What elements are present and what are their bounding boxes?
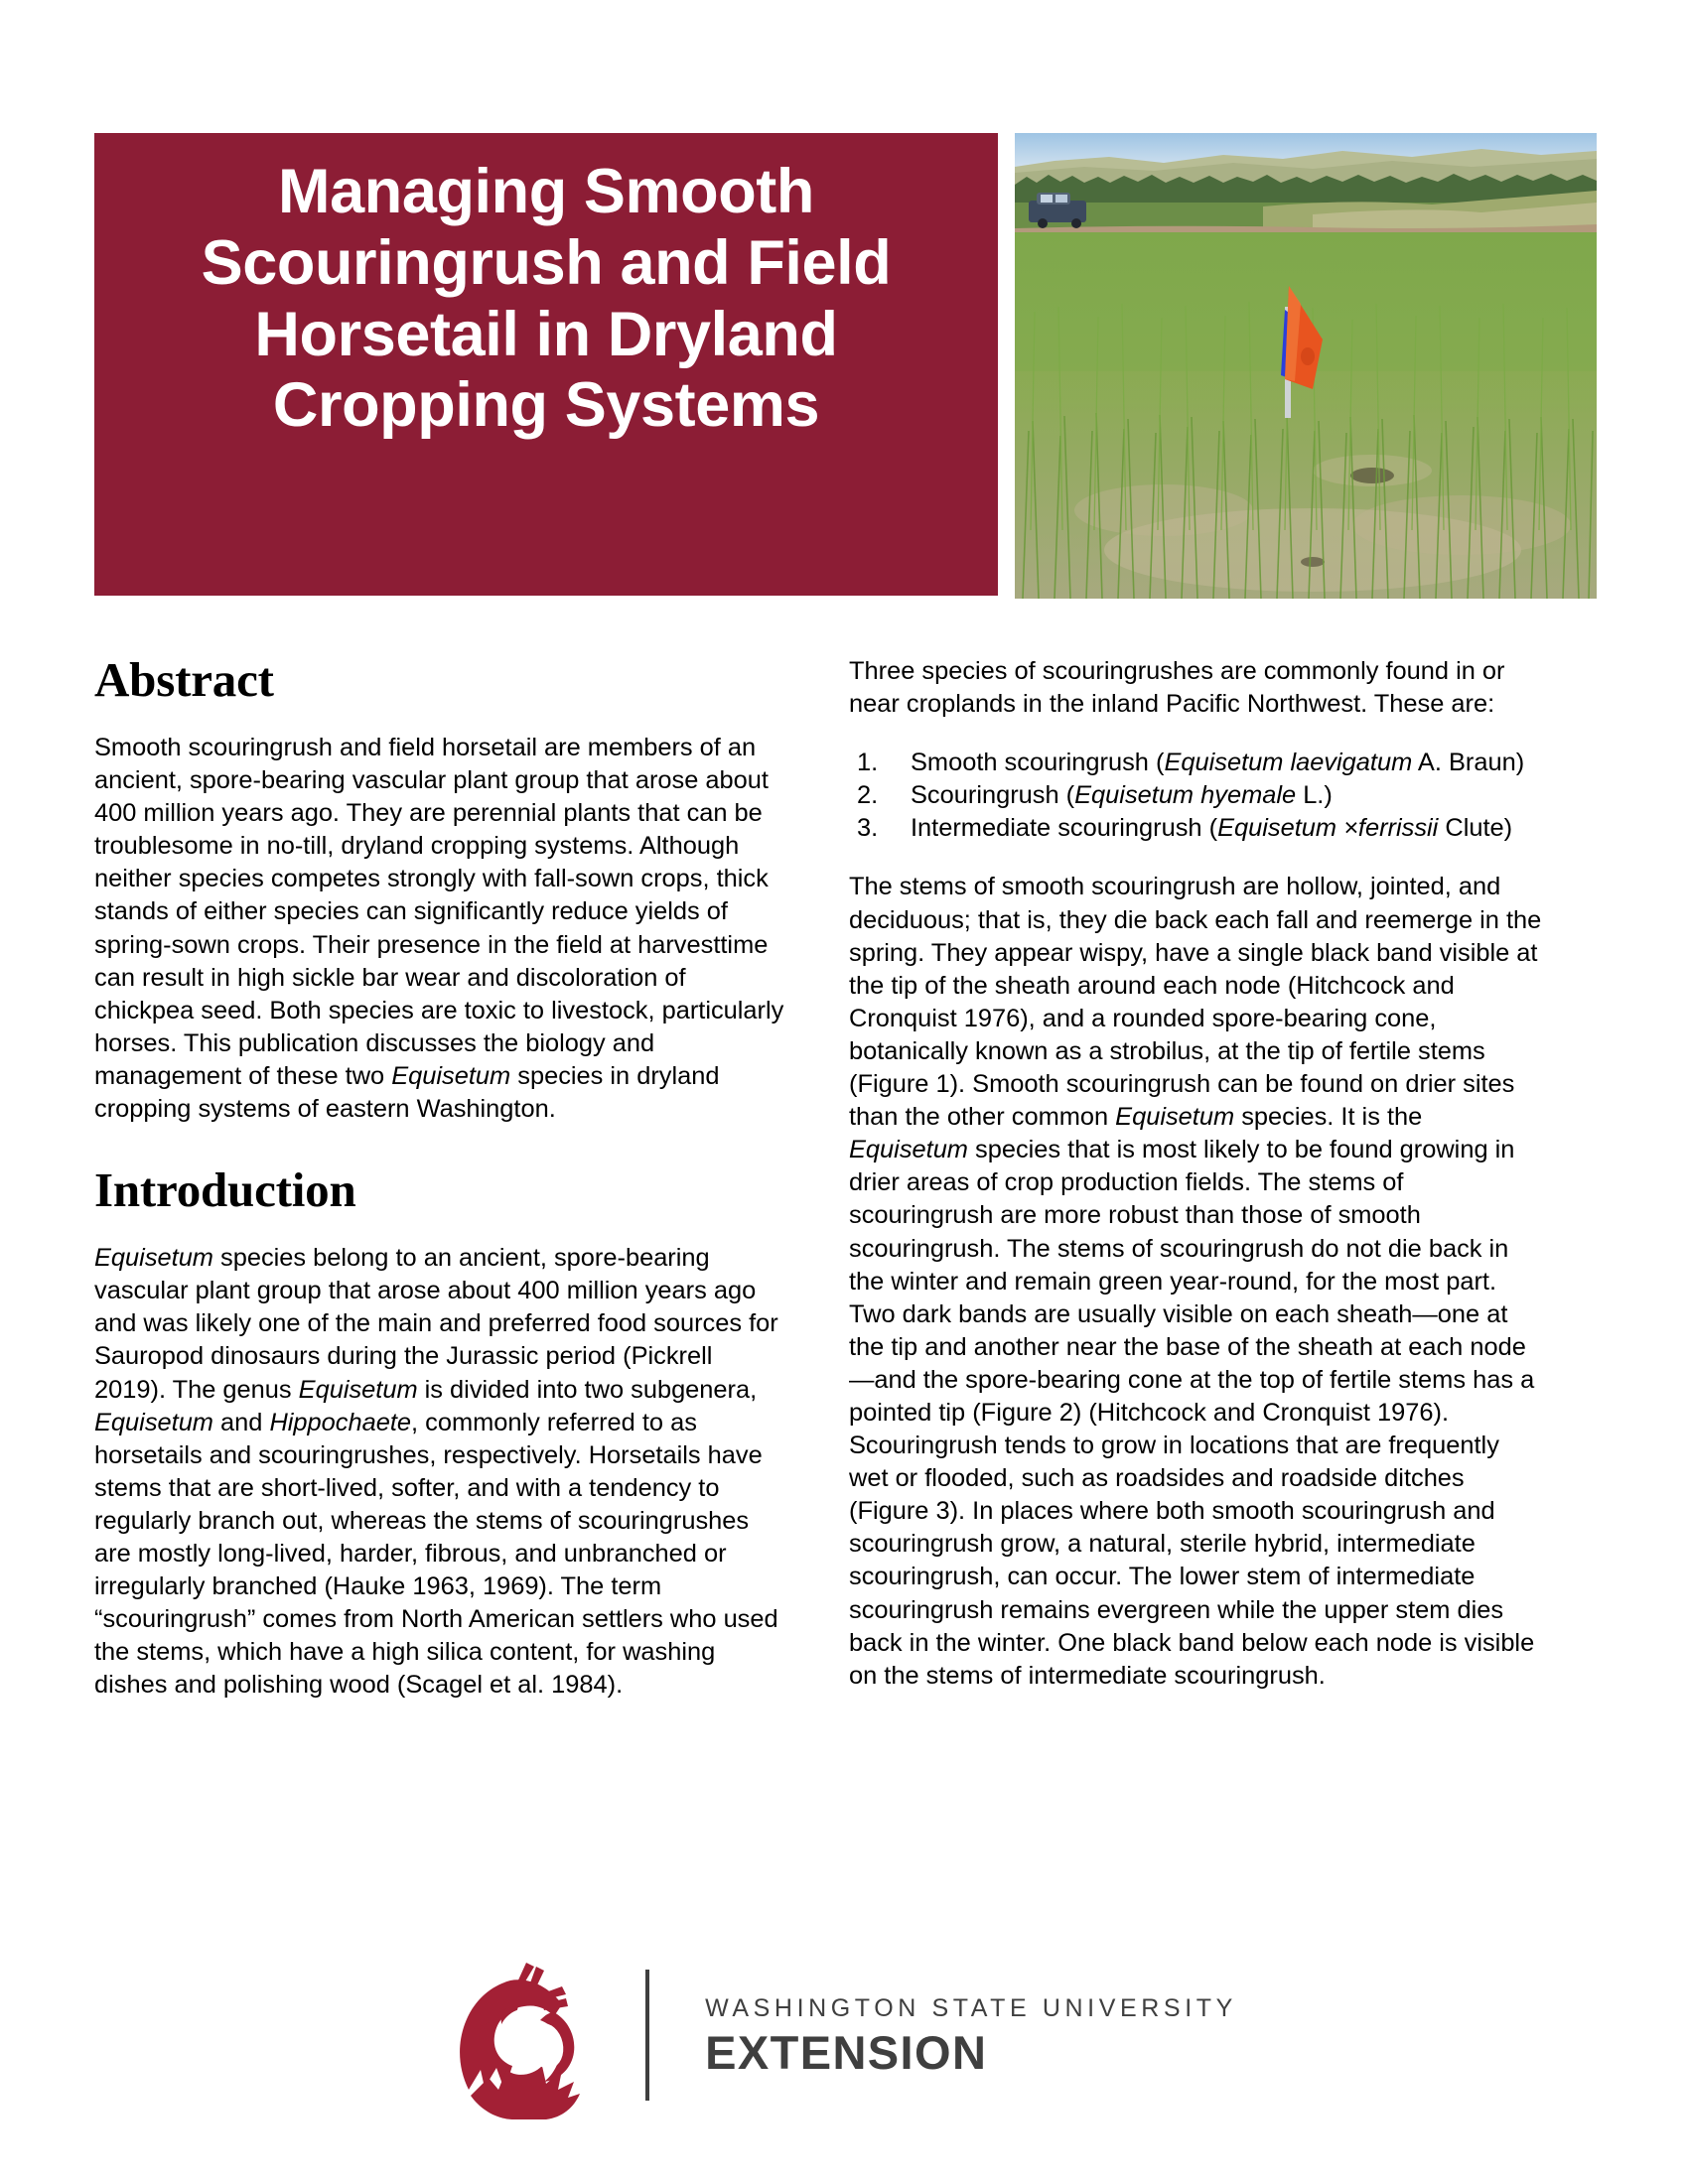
content-columns <box>94 652 1597 1827</box>
genus-equisetum: Equisetum <box>94 1244 213 1273</box>
left-column <box>94 652 789 1702</box>
three-species-intro-paragraph: Three species of scouringrushes are commonly found in or near croplands in the inland Pacific Northwest. These are: <box>849 657 1505 719</box>
introduction-paragraph: Equisetum species belong to an ancient, spore-bearing vascular plant group that arose about 400 million years ago and was likely one of the main and preferred food sources for Sauropod dinosaurs during the Jurassic period (Pickrell 2019). The genus Equisetum is divided into two subgenera, Equisetum and Hippochaete, commonly referred to as horsetails and scouringrushes, respectively. Horsetails have stems that are short-lived, softer, and with a tendency to regularly branch out, whereas the stems of scouringrushes are mostly long-lived, harder, fibrous, and unbranched or irregularly branched (Hauke 1963, 1969). The term “scouringrush” comes from North American settlers who used the stems, which have a high silica content, for washing dishes and polishing wood (Scagel et al. 1984). <box>94 1244 778 1700</box>
abstract-heading: Abstract <box>94 652 274 707</box>
list-item-common-name: Intermediate scouringrush <box>911 814 1202 843</box>
introduction-heading: Introduction <box>94 1162 356 1218</box>
right-column <box>849 655 1544 1693</box>
page-title <box>120 157 972 442</box>
wsu-extension-logo <box>451 1951 1237 2119</box>
list-item: 3. Intermediate scouringrush (Equisetum ×ferrissii Clute) <box>849 812 1544 845</box>
species-list <box>849 747 1544 845</box>
list-item-scientific-name: Equisetum ×ferrissii <box>1217 814 1439 843</box>
stems-description-paragraph: The stems of smooth scouringrush are hollow, jointed, and deciduous; that is, they die back each fall and reemerge in the spring. They appear wispy, have a single black band visible at the tip of the sheath around each node (Hitchcock and Cronquist 1976), and a rounded spore-bearing cone, botanically known as a strobilus, at the tip of fertile stems (Figure 1). Smooth scouringrush can be found on drier sites than the other common Equisetum species. It is the Equisetum species that is most likely to be found growing in drier areas of crop production fields. The stems of scouringrush are more robust than those of smooth scouringrush. The stems of scouringrush do not die back in the winter and remain green year-round, for the most part. Two dark bands are usually visible on each sheath—one at the tip and another near the base of the sheath at each node—and the spore-bearing cone at the top of fertile stems has a pointed tip (Figure 2) (Hitchcock and Cronquist 1976). Scouringrush tends to grow in locations that are frequently wet or flooded, such as roadsides and roadside ditches (Figure 3). In places where both smooth scouringrush and scouringrush grow, a natural, sterile hybrid, intermediate scouringrush, can occur. The lower stem of intermediate scouringrush remains evergreen while the upper stem dies back in the winter. One black band below each node is visible on the stems of intermediate scouringrush. <box>849 873 1542 1690</box>
list-item: 2. Scouringrush (Equisetum hyemale L.) <box>849 779 1544 812</box>
field-photo-illustration <box>1015 133 1597 599</box>
title-line-3: Horsetail in Dryland <box>254 299 838 369</box>
genus-equisetum: Equisetum <box>849 1136 968 1164</box>
list-item-common-name: Smooth scouringrush <box>911 749 1149 777</box>
publication-header <box>94 133 1597 600</box>
list-item-scientific-name: Equisetum laevigatum <box>1164 749 1413 777</box>
logo-divider <box>645 1970 649 2101</box>
title-line-2: Scouringrush and Field <box>201 227 892 298</box>
genus-equisetum: Equisetum <box>298 1375 418 1404</box>
list-item-authority: L. <box>1303 781 1325 810</box>
list-item-scientific-name: Equisetum hyemale <box>1074 781 1297 810</box>
organization-name: WASHINGTON STATE UNIVERSITY <box>705 1994 1237 2022</box>
footer-logo-block <box>0 1936 1688 2134</box>
list-item-authority: A. Braun <box>1417 749 1516 777</box>
list-item-authority: Clute <box>1445 814 1504 843</box>
list-item-number: 3. <box>857 814 879 843</box>
genus-equisetum: Equisetum <box>391 1061 511 1090</box>
list-item-common-name: Scouringrush <box>911 781 1059 810</box>
unit-name: EXTENSION <box>705 2026 988 2079</box>
logo-text-block <box>705 1994 1237 2079</box>
subgenus-hippochaete: Hippochaete <box>269 1408 412 1436</box>
list-item-number: 1. <box>857 749 879 777</box>
abstract-paragraph: Smooth scouringrush and field horsetail are members of an ancient, spore-bearing vascular plant group that arose about 400 million years ago. They are perennial plants that can be troublesome in no-till, dryland cropping systems. Although neither species competes strongly with fall-sown crops, thick stands of either species can significantly reduce yields of spring-sown crops. Their presence in the field at harvesttime can result in high sickle bar wear and discoloration of chickpea seed. Both species are toxic to livestock, particularly horses. This publication discusses the biology and management of these two Equisetum species in dryland cropping systems of eastern Washington. <box>94 734 784 1124</box>
list-item-number: 2. <box>857 781 879 810</box>
genus-equisetum: Equisetum <box>1115 1103 1235 1132</box>
list-item: 1. Smooth scouringrush (Equisetum laevigatum A. Braun) <box>849 747 1544 779</box>
title-line-1: Managing Smooth <box>278 157 814 226</box>
title-banner <box>94 133 998 596</box>
title-line-4: Cropping Systems <box>272 370 820 441</box>
header-photo <box>1015 133 1597 599</box>
subgenus-equisetum: Equisetum <box>94 1408 213 1436</box>
wsu-cougar-head-icon <box>451 1951 600 2119</box>
